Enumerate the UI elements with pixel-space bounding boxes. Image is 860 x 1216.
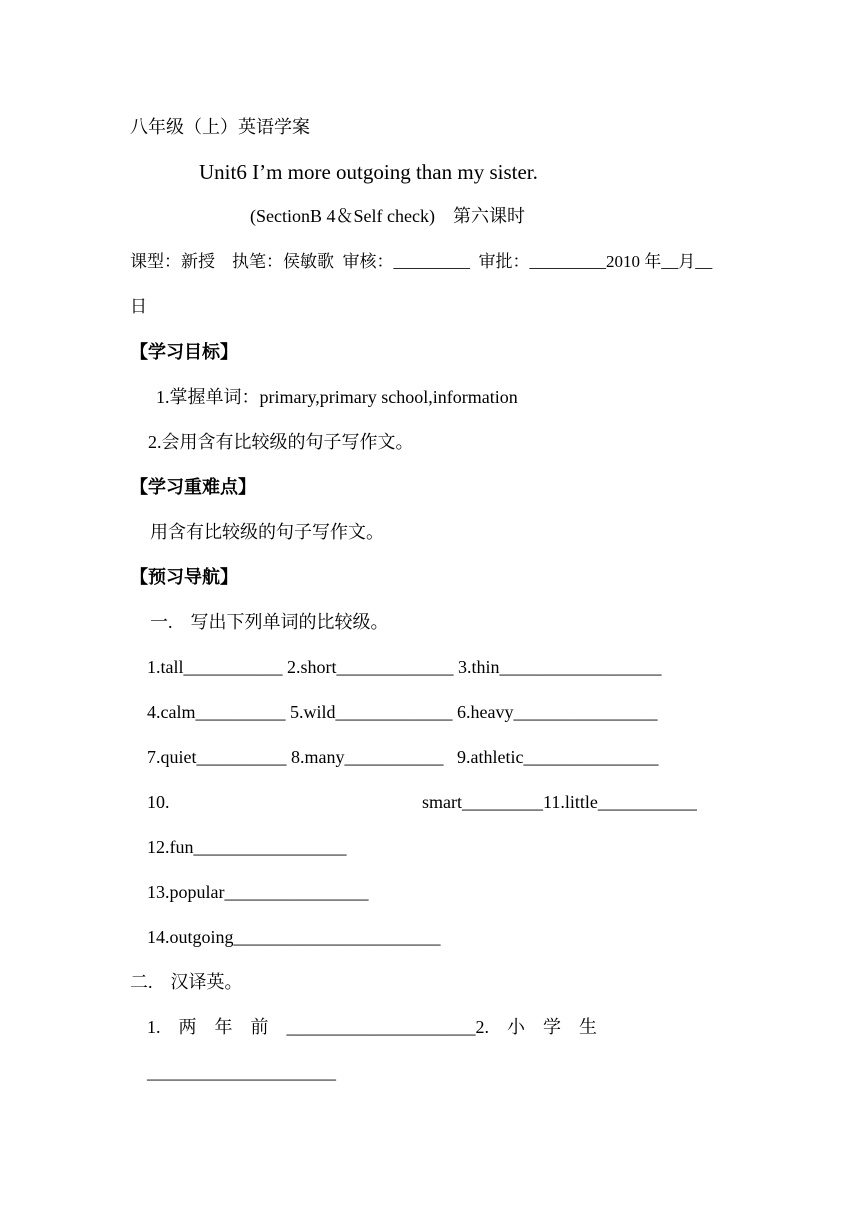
exercise-row-10-number: 10. [147,792,170,812]
translation-item-1: 1. 两 年 前 _____________________2. 小 学 生 [147,1017,597,1037]
part2-instruction: 二. 汉译英。 [130,972,243,992]
exercise-row-10-rest: smart_________11.little___________ [422,792,697,812]
exercise-row-2: 4.calm__________ 5.wild_____________ 6.heavy________________ [147,702,658,722]
unit-title: Unit6 I’m more outgoing than my sister. [199,160,538,184]
exercise-row-13: 13.popular________________ [147,882,369,902]
exercise-row-14: 14.outgoing_______________________ [147,927,441,947]
objective-item-1: 1.掌握单词：primary,primary school,information [156,387,518,407]
exercise-row-3: 7.quiet__________ 8.many___________ 9.athletic_______________ [147,747,659,767]
key-points-heading: 【学习重难点】 [130,477,256,497]
exercise-row-1: 1.tall___________ 2.short_____________ 3.thin__________________ [147,657,662,677]
preview-heading: 【预习导航】 [130,567,238,587]
course-label: 八年级（上）英语学案 [130,117,310,137]
meta-line: 课型：新授 执笔：侯敏歌 审核：_________ 审批：_________2010 年__月__ [130,252,713,271]
part1-instruction: 一. 写出下列单词的比较级。 [150,612,389,632]
translation-item-1-wrap: _____________________ [147,1062,336,1082]
section-label: (SectionB 4＆Self check) 第六课时 [250,206,525,226]
meta-line-wrap: 日 [130,297,147,316]
objective-item-2: 2.会用含有比较级的句子写作文。 [148,432,414,452]
key-points-text: 用含有比较级的句子写作文。 [150,522,384,542]
objectives-heading: 【学习目标】 [130,342,238,362]
exercise-row-12: 12.fun_________________ [147,837,347,857]
